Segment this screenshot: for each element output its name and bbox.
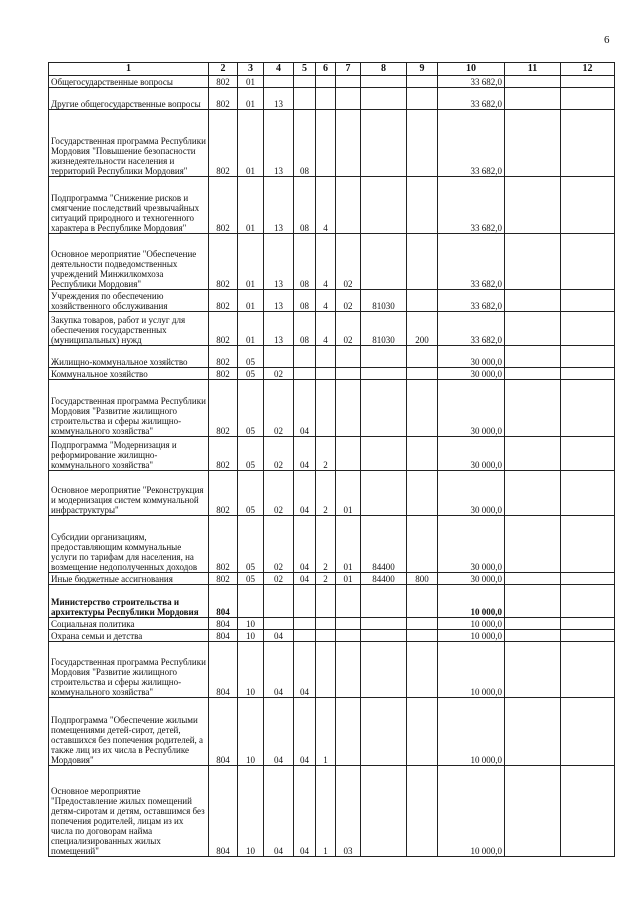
code-cell-c6 bbox=[316, 585, 336, 618]
code-cell-c5: 04 bbox=[294, 516, 316, 573]
empty-cell-12 bbox=[561, 642, 615, 698]
amount-cell: 10 000,0 bbox=[438, 618, 505, 630]
budget-table bbox=[48, 62, 615, 857]
empty-cell-11 bbox=[505, 630, 561, 642]
empty-cell-11 bbox=[505, 346, 561, 368]
empty-cell-11 bbox=[505, 698, 561, 766]
col-header: 6 bbox=[316, 63, 336, 76]
code-cell-c5 bbox=[294, 76, 316, 88]
code-cell-c3: 01 bbox=[238, 290, 264, 312]
table-row bbox=[49, 312, 615, 346]
code-cell-c8 bbox=[361, 380, 407, 437]
code-cell-c6 bbox=[316, 76, 336, 88]
amount-cell: 33 682,0 bbox=[438, 177, 505, 234]
row-name: Подпрограмма "Снижение рисков и смягчение последствий чрезвычайных ситуаций природного и техногенного характера в Республике Мордовия" bbox=[49, 177, 209, 234]
code-cell-c8: 84400 bbox=[361, 573, 407, 585]
row-name: Жилищно-коммунальное хозяйство bbox=[49, 346, 209, 368]
code-cell-c3: 10 bbox=[238, 618, 264, 630]
code-cell-c7 bbox=[336, 642, 361, 698]
col-header: 2 bbox=[209, 63, 238, 76]
code-cell-c4: 13 bbox=[264, 110, 294, 177]
code-cell-c7 bbox=[336, 88, 361, 110]
code-cell-c5: 04 bbox=[294, 471, 316, 516]
empty-cell-11 bbox=[505, 766, 561, 857]
code-cell-c9 bbox=[407, 110, 438, 177]
amount-cell: 10 000,0 bbox=[438, 766, 505, 857]
code-cell-c7 bbox=[336, 346, 361, 368]
code-cell-c5: 04 bbox=[294, 642, 316, 698]
table-row bbox=[49, 471, 615, 516]
page-number: 6 bbox=[604, 34, 610, 46]
empty-cell-11 bbox=[505, 312, 561, 346]
code-cell-c7 bbox=[336, 585, 361, 618]
code-cell-c5: 08 bbox=[294, 110, 316, 177]
code-cell-c5: 08 bbox=[294, 290, 316, 312]
code-cell-c8 bbox=[361, 437, 407, 471]
col-header: 3 bbox=[238, 63, 264, 76]
row-name: Субсидии организациям, предоставляющим коммунальные услуги по тарифам для населения, на возмещение недополученных доходов bbox=[49, 516, 209, 573]
empty-cell-12 bbox=[561, 618, 615, 630]
amount-cell: 30 000,0 bbox=[438, 380, 505, 437]
code-cell-c5: 08 bbox=[294, 234, 316, 290]
code-cell-c5: 04 bbox=[294, 573, 316, 585]
code-cell-c4: 02 bbox=[264, 368, 294, 380]
code-cell-c4: 13 bbox=[264, 88, 294, 110]
code-cell-c8 bbox=[361, 618, 407, 630]
code-cell-c3: 01 bbox=[238, 312, 264, 346]
empty-cell-12 bbox=[561, 585, 615, 618]
row-name: Общегосударственные вопросы bbox=[49, 76, 209, 88]
code-cell-c8 bbox=[361, 76, 407, 88]
amount-cell: 30 000,0 bbox=[438, 471, 505, 516]
code-cell-c4: 04 bbox=[264, 698, 294, 766]
code-cell-c8 bbox=[361, 471, 407, 516]
code-cell-c7 bbox=[336, 76, 361, 88]
code-cell-c2: 802 bbox=[209, 290, 238, 312]
code-cell-c9: 200 bbox=[407, 312, 438, 346]
table-row bbox=[49, 290, 615, 312]
table-row bbox=[49, 642, 615, 698]
code-cell-c9 bbox=[407, 88, 438, 110]
row-name: Подпрограмма "Обеспечение жилыми помещениями детей-сирот, детей, оставшихся без попечения родителей, а также лиц из их числа в Республике Мордовия" bbox=[49, 698, 209, 766]
code-cell-c5 bbox=[294, 88, 316, 110]
code-cell-c5 bbox=[294, 346, 316, 368]
code-cell-c4: 04 bbox=[264, 766, 294, 857]
empty-cell-12 bbox=[561, 290, 615, 312]
row-name: Закупка товаров, работ и услуг для обеспечения государственных (муниципальных) нужд bbox=[49, 312, 209, 346]
code-cell-c6 bbox=[316, 642, 336, 698]
code-cell-c7: 02 bbox=[336, 290, 361, 312]
amount-cell: 30 000,0 bbox=[438, 368, 505, 380]
code-cell-c9 bbox=[407, 642, 438, 698]
table-row bbox=[49, 76, 615, 88]
code-cell-c5: 08 bbox=[294, 312, 316, 346]
code-cell-c8 bbox=[361, 698, 407, 766]
table-row bbox=[49, 573, 615, 585]
col-header: 9 bbox=[407, 63, 438, 76]
table-row bbox=[49, 346, 615, 368]
empty-cell-12 bbox=[561, 380, 615, 437]
table-row bbox=[49, 110, 615, 177]
code-cell-c8: 81030 bbox=[361, 290, 407, 312]
empty-cell-12 bbox=[561, 766, 615, 857]
row-name: Другие общегосударственные вопросы bbox=[49, 88, 209, 110]
code-cell-c3: 01 bbox=[238, 110, 264, 177]
code-cell-c6 bbox=[316, 346, 336, 368]
empty-cell-11 bbox=[505, 368, 561, 380]
code-cell-c9 bbox=[407, 290, 438, 312]
code-cell-c3: 05 bbox=[238, 368, 264, 380]
code-cell-c4: 13 bbox=[264, 290, 294, 312]
code-cell-c2: 802 bbox=[209, 346, 238, 368]
row-name: Министерство строительства и архитектуры Республики Мордовия bbox=[49, 585, 209, 618]
code-cell-c6 bbox=[316, 618, 336, 630]
code-cell-c7 bbox=[336, 110, 361, 177]
code-cell-c9 bbox=[407, 346, 438, 368]
code-cell-c4: 02 bbox=[264, 573, 294, 585]
code-cell-c7: 03 bbox=[336, 766, 361, 857]
code-cell-c2: 802 bbox=[209, 573, 238, 585]
code-cell-c3: 01 bbox=[238, 234, 264, 290]
col-header: 4 bbox=[264, 63, 294, 76]
code-cell-c2: 804 bbox=[209, 630, 238, 642]
empty-cell-12 bbox=[561, 471, 615, 516]
code-cell-c6 bbox=[316, 368, 336, 380]
col-header: 11 bbox=[505, 63, 561, 76]
table-row bbox=[49, 380, 615, 437]
empty-cell-12 bbox=[561, 516, 615, 573]
amount-cell: 33 682,0 bbox=[438, 88, 505, 110]
code-cell-c4: 13 bbox=[264, 177, 294, 234]
code-cell-c2: 802 bbox=[209, 76, 238, 88]
amount-cell: 10 000,0 bbox=[438, 642, 505, 698]
amount-cell: 10 000,0 bbox=[438, 630, 505, 642]
code-cell-c8 bbox=[361, 766, 407, 857]
amount-cell: 33 682,0 bbox=[438, 110, 505, 177]
code-cell-c6: 2 bbox=[316, 573, 336, 585]
amount-cell: 30 000,0 bbox=[438, 437, 505, 471]
empty-cell-12 bbox=[561, 437, 615, 471]
row-name: Коммунальное хозяйство bbox=[49, 368, 209, 380]
code-cell-c9 bbox=[407, 177, 438, 234]
code-cell-c2: 804 bbox=[209, 766, 238, 857]
code-cell-c2: 802 bbox=[209, 368, 238, 380]
code-cell-c8: 84400 bbox=[361, 516, 407, 573]
empty-cell-11 bbox=[505, 234, 561, 290]
code-cell-c7: 01 bbox=[336, 573, 361, 585]
table-row bbox=[49, 88, 615, 110]
amount-cell: 33 682,0 bbox=[438, 312, 505, 346]
code-cell-c2: 802 bbox=[209, 312, 238, 346]
code-cell-c3: 01 bbox=[238, 177, 264, 234]
code-cell-c6 bbox=[316, 88, 336, 110]
code-cell-c2: 802 bbox=[209, 177, 238, 234]
code-cell-c7: 02 bbox=[336, 312, 361, 346]
code-cell-c9 bbox=[407, 471, 438, 516]
code-cell-c6: 1 bbox=[316, 766, 336, 857]
table-row bbox=[49, 437, 615, 471]
code-cell-c6 bbox=[316, 630, 336, 642]
empty-cell-11 bbox=[505, 290, 561, 312]
row-name: Социальная политика bbox=[49, 618, 209, 630]
code-cell-c5 bbox=[294, 585, 316, 618]
code-cell-c9 bbox=[407, 698, 438, 766]
code-cell-c5 bbox=[294, 630, 316, 642]
code-cell-c8 bbox=[361, 177, 407, 234]
col-header: 1 bbox=[49, 63, 209, 76]
empty-cell-11 bbox=[505, 76, 561, 88]
code-cell-c8 bbox=[361, 585, 407, 618]
empty-cell-12 bbox=[561, 573, 615, 585]
empty-cell-11 bbox=[505, 380, 561, 437]
amount-cell: 10 000,0 bbox=[438, 585, 505, 618]
empty-cell-11 bbox=[505, 618, 561, 630]
empty-cell-11 bbox=[505, 110, 561, 177]
code-cell-c4: 04 bbox=[264, 630, 294, 642]
code-cell-c9 bbox=[407, 76, 438, 88]
code-cell-c4: 02 bbox=[264, 516, 294, 573]
code-cell-c4 bbox=[264, 618, 294, 630]
code-cell-c6 bbox=[316, 380, 336, 437]
code-cell-c9 bbox=[407, 380, 438, 437]
empty-cell-12 bbox=[561, 368, 615, 380]
amount-cell: 30 000,0 bbox=[438, 573, 505, 585]
code-cell-c7 bbox=[336, 177, 361, 234]
code-cell-c3 bbox=[238, 585, 264, 618]
code-cell-c3: 05 bbox=[238, 573, 264, 585]
code-cell-c9 bbox=[407, 234, 438, 290]
empty-cell-12 bbox=[561, 88, 615, 110]
code-cell-c7 bbox=[336, 630, 361, 642]
amount-cell: 30 000,0 bbox=[438, 516, 505, 573]
empty-cell-11 bbox=[505, 642, 561, 698]
code-cell-c8 bbox=[361, 110, 407, 177]
amount-cell: 33 682,0 bbox=[438, 290, 505, 312]
code-cell-c4: 13 bbox=[264, 234, 294, 290]
row-name: Учреждения по обеспечению хозяйственного обслуживания bbox=[49, 290, 209, 312]
table-row bbox=[49, 618, 615, 630]
code-cell-c2: 802 bbox=[209, 437, 238, 471]
code-cell-c2: 802 bbox=[209, 516, 238, 573]
col-header: 10 bbox=[438, 63, 505, 76]
table-row bbox=[49, 585, 615, 618]
code-cell-c3: 05 bbox=[238, 346, 264, 368]
code-cell-c9: 800 bbox=[407, 573, 438, 585]
code-cell-c6: 4 bbox=[316, 290, 336, 312]
code-cell-c3: 10 bbox=[238, 698, 264, 766]
empty-cell-11 bbox=[505, 88, 561, 110]
code-cell-c2: 804 bbox=[209, 618, 238, 630]
empty-cell-11 bbox=[505, 585, 561, 618]
empty-cell-12 bbox=[561, 76, 615, 88]
empty-cell-11 bbox=[505, 516, 561, 573]
code-cell-c6: 2 bbox=[316, 471, 336, 516]
empty-cell-12 bbox=[561, 234, 615, 290]
code-cell-c2: 802 bbox=[209, 88, 238, 110]
code-cell-c2: 802 bbox=[209, 380, 238, 437]
code-cell-c4: 02 bbox=[264, 437, 294, 471]
code-cell-c3: 01 bbox=[238, 88, 264, 110]
code-cell-c5: 04 bbox=[294, 380, 316, 437]
code-cell-c5 bbox=[294, 368, 316, 380]
code-cell-c8 bbox=[361, 642, 407, 698]
code-cell-c6: 4 bbox=[316, 312, 336, 346]
code-cell-c9 bbox=[407, 766, 438, 857]
code-cell-c5: 08 bbox=[294, 177, 316, 234]
empty-cell-11 bbox=[505, 471, 561, 516]
code-cell-c7 bbox=[336, 368, 361, 380]
code-cell-c3: 05 bbox=[238, 471, 264, 516]
empty-cell-12 bbox=[561, 110, 615, 177]
row-name: Государственная программа Республики Мордовия "Повышение безопасности жизнедеятельности населения и территорий Республики Мордовия" bbox=[49, 110, 209, 177]
empty-cell-11 bbox=[505, 177, 561, 234]
amount-cell: 10 000,0 bbox=[438, 698, 505, 766]
code-cell-c7 bbox=[336, 618, 361, 630]
code-cell-c4 bbox=[264, 76, 294, 88]
code-cell-c6: 1 bbox=[316, 698, 336, 766]
row-name: Основное мероприятие "Обеспечение деятельности подведомственных учреждений Минжилкомхоза Республики Мордовия" bbox=[49, 234, 209, 290]
empty-cell-11 bbox=[505, 437, 561, 471]
col-header: 7 bbox=[336, 63, 361, 76]
row-name: Основное мероприятие "Предоставление жилых помещений детям-сиротам и детям, оставшимся без попечения родителей, лицам из их числа по договорам найма специализированных жилых помещений" bbox=[49, 766, 209, 857]
code-cell-c3: 10 bbox=[238, 766, 264, 857]
code-cell-c2: 802 bbox=[209, 234, 238, 290]
table-row bbox=[49, 368, 615, 380]
code-cell-c8 bbox=[361, 88, 407, 110]
row-name: Государственная программа Республики Мордовия "Развитие жилищного строительства и сферы жилищно-коммунального хозяйства" bbox=[49, 642, 209, 698]
code-cell-c9 bbox=[407, 516, 438, 573]
code-cell-c3: 05 bbox=[238, 437, 264, 471]
amount-cell: 33 682,0 bbox=[438, 76, 505, 88]
col-header: 5 bbox=[294, 63, 316, 76]
code-cell-c2: 804 bbox=[209, 642, 238, 698]
code-cell-c5 bbox=[294, 618, 316, 630]
row-name: Государственная программа Республики Мордовия "Развитие жилищного строительства и сферы жилищно-коммунального хозяйства" bbox=[49, 380, 209, 437]
code-cell-c3: 05 bbox=[238, 516, 264, 573]
code-cell-c6: 2 bbox=[316, 437, 336, 471]
table-row bbox=[49, 766, 615, 857]
col-header: 8 bbox=[361, 63, 407, 76]
code-cell-c2: 802 bbox=[209, 471, 238, 516]
table-row bbox=[49, 234, 615, 290]
code-cell-c6 bbox=[316, 110, 336, 177]
code-cell-c4 bbox=[264, 585, 294, 618]
table-row bbox=[49, 516, 615, 573]
code-cell-c3: 10 bbox=[238, 630, 264, 642]
table-row bbox=[49, 698, 615, 766]
code-cell-c2: 804 bbox=[209, 585, 238, 618]
empty-cell-12 bbox=[561, 346, 615, 368]
header-row bbox=[49, 63, 615, 76]
code-cell-c8 bbox=[361, 368, 407, 380]
code-cell-c9 bbox=[407, 585, 438, 618]
amount-cell: 33 682,0 bbox=[438, 234, 505, 290]
code-cell-c5: 04 bbox=[294, 698, 316, 766]
code-cell-c3: 01 bbox=[238, 76, 264, 88]
code-cell-c3: 10 bbox=[238, 642, 264, 698]
code-cell-c7: 02 bbox=[336, 234, 361, 290]
table-row bbox=[49, 630, 615, 642]
empty-cell-12 bbox=[561, 630, 615, 642]
code-cell-c7: 01 bbox=[336, 516, 361, 573]
code-cell-c2: 804 bbox=[209, 698, 238, 766]
code-cell-c6: 4 bbox=[316, 177, 336, 234]
code-cell-c9 bbox=[407, 630, 438, 642]
code-cell-c8: 81030 bbox=[361, 312, 407, 346]
row-name: Подпрограмма "Модернизация и реформирование жилищно-коммунального хозяйства" bbox=[49, 437, 209, 471]
code-cell-c8 bbox=[361, 346, 407, 368]
code-cell-c8 bbox=[361, 234, 407, 290]
row-name: Иные бюджетные ассигнования bbox=[49, 573, 209, 585]
code-cell-c7 bbox=[336, 380, 361, 437]
code-cell-c9 bbox=[407, 368, 438, 380]
code-cell-c9 bbox=[407, 437, 438, 471]
empty-cell-12 bbox=[561, 312, 615, 346]
code-cell-c2: 802 bbox=[209, 110, 238, 177]
code-cell-c4: 02 bbox=[264, 471, 294, 516]
code-cell-c5: 04 bbox=[294, 766, 316, 857]
code-cell-c4: 02 bbox=[264, 380, 294, 437]
code-cell-c8 bbox=[361, 630, 407, 642]
code-cell-c4: 13 bbox=[264, 312, 294, 346]
code-cell-c4: 04 bbox=[264, 642, 294, 698]
row-name: Охрана семьи и детства bbox=[49, 630, 209, 642]
code-cell-c6: 2 bbox=[316, 516, 336, 573]
empty-cell-12 bbox=[561, 698, 615, 766]
code-cell-c9 bbox=[407, 618, 438, 630]
code-cell-c7 bbox=[336, 437, 361, 471]
code-cell-c3: 05 bbox=[238, 380, 264, 437]
amount-cell: 30 000,0 bbox=[438, 346, 505, 368]
table-row bbox=[49, 177, 615, 234]
code-cell-c6: 4 bbox=[316, 234, 336, 290]
code-cell-c5: 04 bbox=[294, 437, 316, 471]
row-name: Основное мероприятие "Реконструкция и модернизация систем коммунальной инфраструктуры" bbox=[49, 471, 209, 516]
code-cell-c4 bbox=[264, 346, 294, 368]
code-cell-c7 bbox=[336, 698, 361, 766]
code-cell-c7: 01 bbox=[336, 471, 361, 516]
empty-cell-11 bbox=[505, 573, 561, 585]
empty-cell-12 bbox=[561, 177, 615, 234]
col-header: 12 bbox=[561, 63, 615, 76]
